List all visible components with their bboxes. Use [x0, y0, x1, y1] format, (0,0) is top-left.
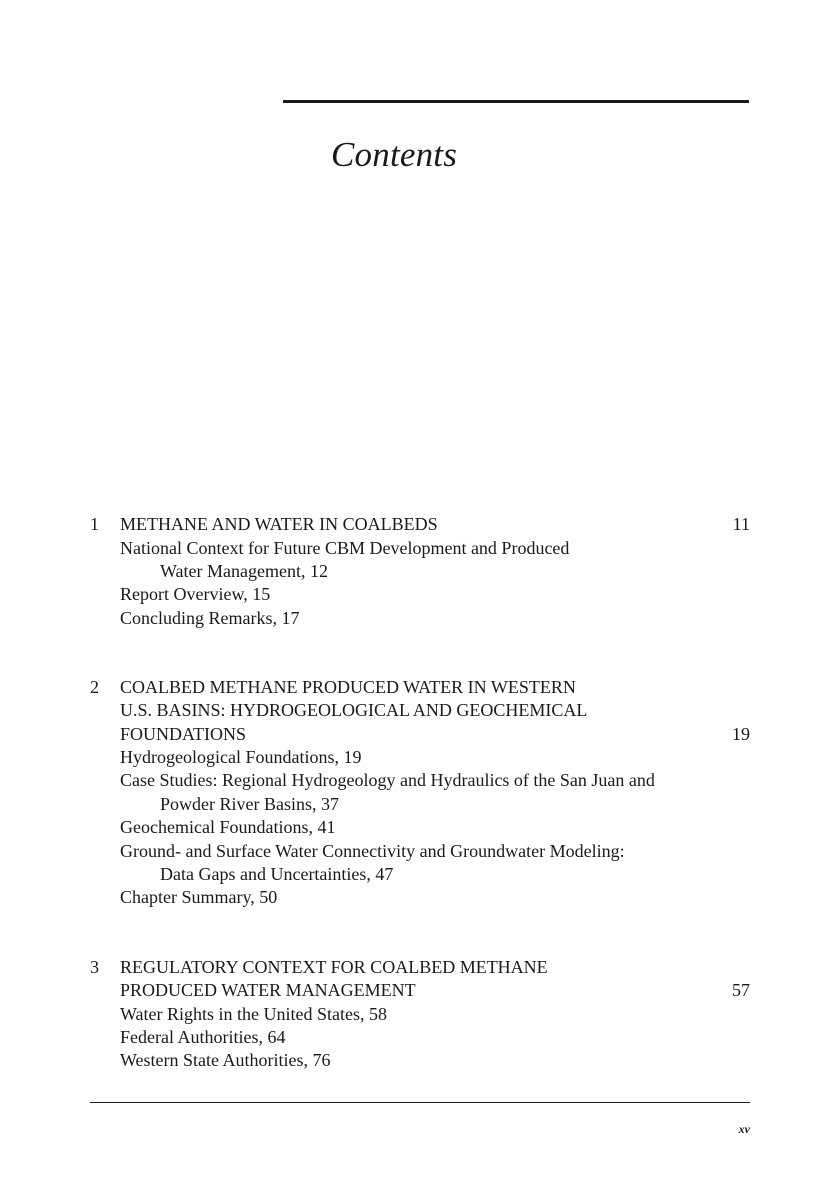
- chapter-number: 1: [90, 514, 99, 534]
- section-entry-continuation[interactable]: Powder River Basins, 37: [160, 794, 339, 814]
- chapter-page-number: 57: [732, 980, 750, 1000]
- chapter-title-line[interactable]: REGULATORY CONTEXT FOR COALBED METHANE: [120, 957, 548, 977]
- chapter-title-line[interactable]: U.S. BASINS: HYDROGEOLOGICAL AND GEOCHEMICAL: [120, 700, 588, 720]
- section-entry[interactable]: Report Overview, 15: [120, 584, 271, 604]
- section-entry-continuation[interactable]: Water Management, 12: [160, 561, 328, 581]
- bottom-rule: [90, 1102, 750, 1103]
- chapter-title-line[interactable]: FOUNDATIONS: [120, 724, 247, 744]
- section-entry-continuation[interactable]: Data Gaps and Uncertainties, 47: [160, 864, 394, 884]
- section-entry[interactable]: Geochemical Foundations, 41: [120, 817, 336, 837]
- chapter-number: 2: [90, 677, 99, 697]
- section-entry[interactable]: Case Studies: Regional Hydrogeology and Hydraulics of the San Juan and: [120, 770, 655, 790]
- section-entry[interactable]: Chapter Summary, 50: [120, 887, 278, 907]
- section-entry[interactable]: Water Rights in the United States, 58: [120, 1004, 388, 1024]
- chapter-title-line[interactable]: COALBED METHANE PRODUCED WATER IN WESTERN: [120, 677, 576, 697]
- section-entry[interactable]: Hydrogeological Foundations, 19: [120, 747, 362, 767]
- chapter-title-line[interactable]: METHANE AND WATER IN COALBEDS: [120, 514, 438, 534]
- section-entry[interactable]: Concluding Remarks, 17: [120, 608, 300, 628]
- top-rule: [283, 100, 749, 103]
- section-entry[interactable]: Federal Authorities, 64: [120, 1027, 286, 1047]
- page-folio: xv: [738, 1122, 750, 1136]
- section-entry[interactable]: National Context for Future CBM Development and Produced: [120, 538, 570, 558]
- chapter-number: 3: [90, 957, 99, 977]
- section-entry[interactable]: Western State Authorities, 76: [120, 1050, 331, 1070]
- page-title: Contents: [331, 135, 458, 174]
- chapter-page-number: 11: [732, 514, 750, 534]
- chapter-title-line[interactable]: PRODUCED WATER MANAGEMENT: [120, 980, 416, 1000]
- chapter-page-number: 19: [732, 724, 750, 744]
- section-entry[interactable]: Ground- and Surface Water Connectivity and Groundwater Modeling:: [120, 841, 625, 861]
